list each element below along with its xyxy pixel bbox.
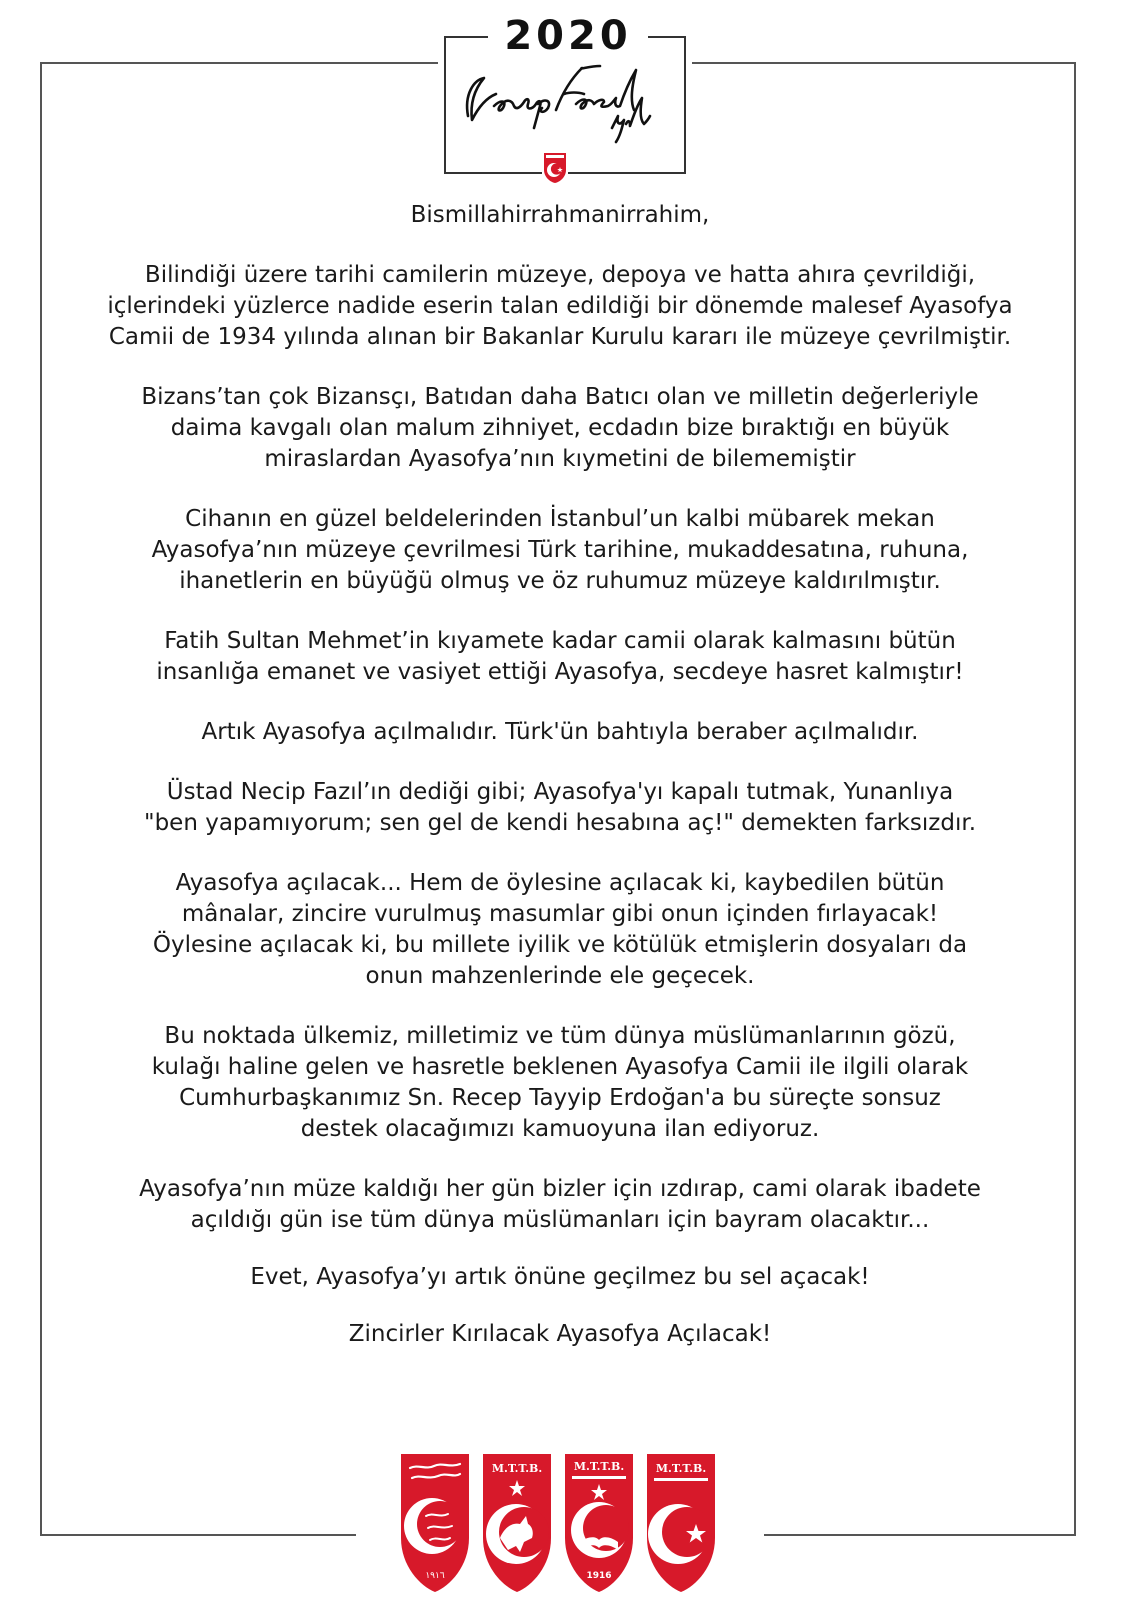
svg-text:1916: 1916 (586, 1571, 612, 1581)
line: Bu noktada ülkemiz, milletimiz ve tüm dünya müslümanlarının gözü, (164, 1023, 956, 1049)
salutation: Bismillahirrahmanirrahim, (410, 202, 710, 228)
line: Cumhurbaşkanımız Sn. Recep Tayyip Erdoğan'a bu süreçte sonsuz (179, 1085, 941, 1111)
paragraph-5 (60, 717, 1060, 748)
line: onun mahzenlerinde ele geçecek. (365, 963, 755, 989)
svg-text:M.T.T.B.: M.T.T.B. (573, 1460, 625, 1473)
mttb-small-emblem-icon (542, 150, 568, 184)
mttb-book-emblem-icon (562, 1446, 636, 1594)
line: Cihanın en güzel beldelerinden İstanbul’un kalbi mübarek mekan (185, 506, 935, 532)
svg-text:M.T.T.B.: M.T.T.B. (655, 1462, 707, 1475)
line: Öylesine açılacak ki, bu millete iyilik ve kötülük etmişlerin dosyaları da (152, 932, 968, 958)
year-label: 2020 (488, 14, 648, 58)
line: Camii de 1934 yılında alınan bir Bakanlar Kurulu kararı ile müzeye çevrilmiştir. (108, 324, 1012, 350)
line: açıldığı gün ise tüm dünya müslümanları için bayram olacaktır... (190, 1207, 930, 1233)
necip-fazil-signature (454, 54, 674, 144)
line: daima kavgalı olan malum zihniyet, ecdadın bize bıraktığı en büyük (170, 415, 950, 441)
closing-slogan (60, 1319, 1060, 1350)
footer-logos (398, 1446, 718, 1596)
line: mânalar, zincire vurulmuş masumlar gibi onun içinden fırlayacak! (181, 901, 939, 927)
letter-body (60, 200, 1060, 1379)
line: destek olacağımızı kamuoyuna ilan ediyoruz. (300, 1116, 820, 1142)
line: Artık Ayasofya açılmalıdır. Türk'ün bahtıyla beraber açılmalıdır. (201, 719, 919, 745)
line: "ben yapamıyorum; sen gel de kendi hesabına aç!" demekten farksızdır. (143, 810, 977, 836)
paragraph-8 (60, 1021, 1060, 1145)
paragraph-2 (60, 382, 1060, 475)
line: Fatih Sultan Mehmet’in kıyamete kadar camii olarak kalmasını bütün (164, 628, 956, 654)
mttb-wolf-emblem-icon (480, 1446, 554, 1594)
line: insanlığa emanet ve vasiyet ettiği Ayasofya, secdeye hasret kalmıştır! (156, 659, 964, 685)
line: ihanetlerin en büyüğü olmuş ve öz ruhumuz müzeye kaldırılmıştır. (179, 568, 941, 594)
frame-left (40, 62, 42, 1536)
paragraph-1 (60, 260, 1060, 353)
frame-top-left (40, 62, 438, 64)
svg-text:١٩١٦: ١٩١٦ (425, 1571, 445, 1581)
line: Ayasofya açılacak... Hem de öylesine açılacak ki, kaybedilen bütün (175, 870, 945, 896)
paragraph-4 (60, 626, 1060, 688)
line: Üstad Necip Fazıl’ın dediği gibi; Ayasofya'yı kapalı tutmak, Yunanlıya (166, 779, 954, 805)
line: içlerindeki yüzlerce nadide eserin talan edildiği bir dönemde malesef Ayasofya (107, 293, 1013, 319)
frame-right (1074, 62, 1076, 1536)
paragraph-7 (60, 868, 1060, 992)
svg-text:M.T.T.B.: M.T.T.B. (491, 1462, 543, 1475)
line: Ayasofya’nın müze kaldığı her gün bizler için ızdırap, cami olarak ibadete (139, 1176, 981, 1202)
line: Zincirler Kırılacak Ayasofya Açılacak! (348, 1321, 772, 1347)
paragraph-6 (60, 777, 1060, 839)
paragraph-3 (60, 504, 1060, 597)
line: kulağı haline gelen ve hasretle beklenen Ayasofya Camii ile ilgili olarak (151, 1054, 969, 1080)
mttb-crescent-emblem-icon (644, 1446, 718, 1594)
frame-top-right (692, 62, 1076, 64)
line: miraslardan Ayasofya’nın kıymetini de bilememiştir (264, 446, 856, 472)
frame-bottom-right (764, 1534, 1076, 1536)
paragraph-9 (60, 1174, 1060, 1236)
frame-bottom-left (40, 1534, 356, 1536)
paragraph-10 (60, 1262, 1060, 1293)
line: Bizans’tan çok Bizansçı, Batıdan daha Batıcı olan ve milletin değerleriyle (141, 384, 979, 410)
line: Evet, Ayasofya’yı artık önüne geçilmez bu sel açacak! (250, 1264, 870, 1290)
line: Bilindiği üzere tarihi camilerin müzeye, depoya ve hatta ahıra çevrildiği, (144, 262, 976, 288)
line: Ayasofya’nın müzeye çevrilmesi Türk tarihine, mukaddesatına, ruhuna, (151, 537, 969, 563)
ottoman-script-emblem-icon (398, 1446, 472, 1594)
